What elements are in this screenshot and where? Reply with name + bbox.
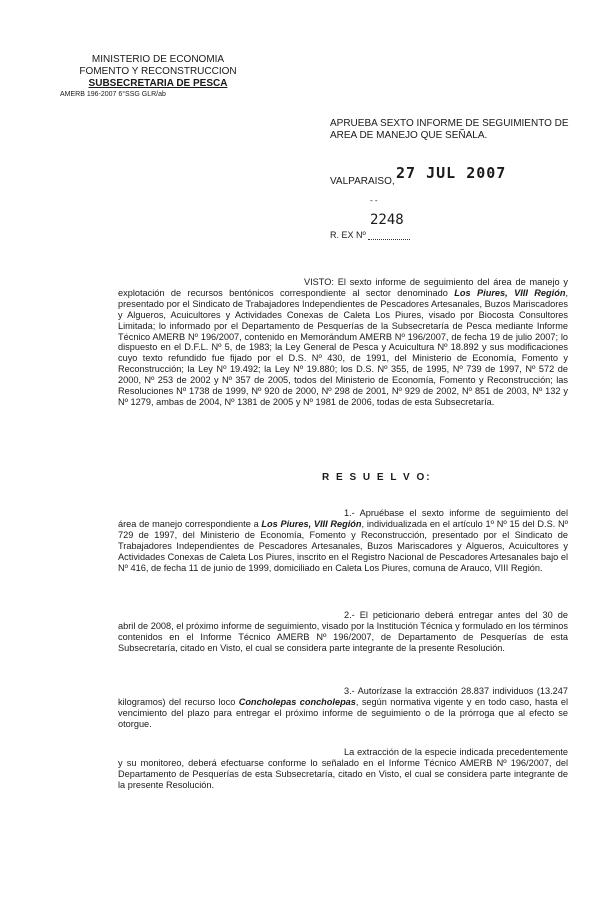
rex-label: R. EX Nº bbox=[330, 230, 366, 240]
visto-paragraph bbox=[118, 277, 568, 408]
resolution-number: 2248 bbox=[370, 212, 404, 228]
date-stamp: 27 JUL 2007 bbox=[396, 164, 507, 182]
article-1-rest: , individualizada en el artículo 1º Nº 15 del D.S. Nº 729 de 1997, del Ministerio de Economía, Fomento y Reconstrucción, presentado por el Sindicato de Trabajadores Independientes de Pescadores Artesanales, Buzos Mariscadores y Algueros, Acuicultores y Actividades Conexas de Caleta Los Piures, inscrito en el Registro Nacional de Pescadores Artesanales bajo el Nº 416, de fecha 11 de junio de 1999, domiciliado en Caleta Los Piures, comuna de Arauco, VIII Región. bbox=[118, 518, 568, 573]
rex-underline bbox=[368, 239, 410, 240]
article-2-text: 2.- El peticionario deberá entregar antes del 30 de abril de 2008, el próximo informe de seguimiento, visado por la Institución Técnica y formulado en los términos contenidos en el Informe Técnico AMERB Nº 196/2007, de Departamento de Pesquerías de esta Subsecretaría, citado en Visto, el cual se considera parte integrante de la presente Resolución. bbox=[118, 610, 568, 653]
article-1-place: Los Piures, VIII Región bbox=[261, 518, 362, 529]
header-line-2: FOMENTO Y RECONSTRUCCION bbox=[79, 66, 237, 77]
dash-mark: - - bbox=[370, 196, 378, 205]
header-line-1: MINISTERIO DE ECONOMIA bbox=[91, 54, 225, 65]
article-1 bbox=[118, 508, 568, 573]
article-3-extraction bbox=[118, 747, 568, 791]
header-line-3: SUBSECRETARIA DE PESCA bbox=[88, 78, 228, 89]
header-reference: AMERB 196-2007 6°SSG GLR/ab bbox=[60, 91, 166, 98]
extraction-text: La extracción de la especie indicada precedentemente y su monitoreo, deberá efectuarse conforme lo señalado en el Informe Técnico AMERB Nº 196/2007, del Departamento de Pesquerías de esta Subsecretaría, citado en Visto, el cual se considera parte integrante de la presente Resolución. bbox=[118, 747, 568, 790]
visto-rest: , presentado por el Sindicato de Trabajadores Independientes de Pescadores Artesanales, Buzos Mariscadores y Algueros, Acuicultores y Actividades Conexas de Caleta Los Piures, visado por Biocosta Consultores Limitada; lo informado por el Departamento de Pesquerías de la Subsecretaría de Pesca mediante Informe Técnico AMERB Nº 196/2007, contenido en Memorándum AMERB Nº 196/2007, de fecha 19 de julio 2007; lo dispuesto en el D.F.L. Nº 5, de 1983; la Ley General de Pesca y Acuicultura Nº 18.892 y sus modificaciones cuyo texto refundido fue fijado por el D.S. Nº 430, de 1991, del Ministerio de Economía, Fomento y Reconstrucción; la Ley Nº 19.492; la Ley Nº 19.880; los D.S. Nº 355, de 1995, Nº 739 de 1997, Nº 572 de 2000, Nº 253 de 2002 y Nº 357 de 2005, todos del Ministerio de Economía, Fomento y Reconstrucción; las Resoluciones Nº 1738 de 1999, Nº 920 de 2000, Nº 298 de 2001, Nº 929 de 2002, Nº 851 de 2003, Nº 132 y Nº 1279, ambas de 2004, Nº 1381 de 2005 y Nº 1981 de 2006, todas de esta Subsecretaría. bbox=[118, 287, 568, 407]
resuelvo-heading: R E S U E L V O: bbox=[322, 472, 432, 483]
ministry-header bbox=[58, 54, 258, 99]
article-2 bbox=[118, 610, 568, 654]
article-3-lead: 3.- Autorízase la extracción 28.837 individuos (13.247 kilogramos) del recurso loco bbox=[118, 686, 568, 707]
article-3-species: Concholepas concholepas bbox=[238, 696, 356, 707]
visto-lead: VISTO: El sexto informe de seguimiento del área de manejo y explotación de recursos bentónicos correspondiente al sector denominado bbox=[118, 277, 568, 298]
place-label: VALPARAISO, bbox=[330, 176, 395, 187]
article-3 bbox=[118, 686, 568, 730]
visto-place: Los Piures, VIII Región bbox=[454, 287, 566, 298]
article-1-lead: 1.- Apruébase el sexto informe de seguimiento del área de manejo correspondiente a bbox=[118, 508, 568, 529]
article-3-rest: , según normativa vigente y en todo caso, hasta el vencimiento del plazo para entregar el próximo informe de seguimiento o de la prórroga que al efecto se otorgue. bbox=[118, 696, 568, 729]
document-title: APRUEBA SEXTO INFORME DE SEGUIMIENTO DE AREA DE MANEJO QUE SEÑALA. bbox=[330, 118, 569, 141]
